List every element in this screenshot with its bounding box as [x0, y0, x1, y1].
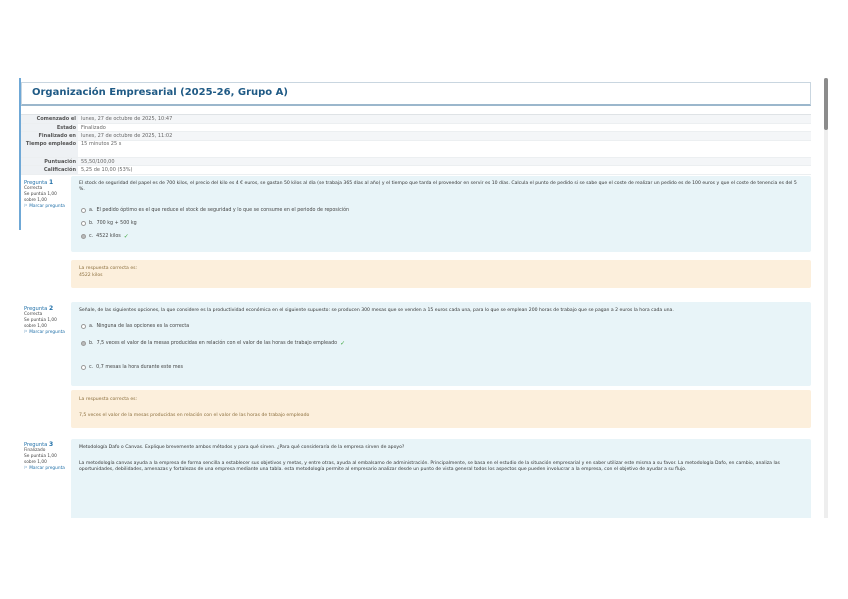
question-card-1	[71, 176, 811, 252]
summary-label: Comenzado el	[21, 115, 78, 123]
question-score: Se puntúa 1,00 sobre 1,00	[24, 454, 57, 465]
summary-label: Estado	[21, 124, 78, 132]
question-info-1	[24, 180, 70, 210]
summary-value: Finalizado	[81, 124, 106, 131]
question-status: Correcta	[24, 312, 43, 317]
answer-option-a[interactable]: a. Ninguna de las opciones es la correcta	[81, 324, 189, 329]
question-text: El stock de seguridad del papel es de 700 kilos, el precio del kilo es 4 € euros, se gastan 50 kilos al día (se trabaja 365 días al año) y el tiempo que tarda el proveedor en servir es 10 días. Calcula el punto de pedido si se sabe que el coste de realizar un pedido es de 100 euros y que el coste de tenencia es del 5 %.	[79, 181, 797, 192]
feedback-box-1	[71, 260, 811, 288]
summary-value: 5,25 de 10,00 (53%)	[81, 167, 133, 174]
attempt-summary-table	[21, 114, 811, 173]
summary-label: Calificación	[21, 166, 78, 174]
answer-option-a[interactable]: a. El pedido óptimo es el que reduce el stock de seguridad y lo que se consume en el periodo de reposición	[81, 208, 349, 213]
summary-value: 55,50/100,00	[81, 158, 115, 165]
summary-row-state	[21, 124, 811, 133]
answer-option-b[interactable]: b. 7,5 veces el valor de la mesas producidas en relación con el valor de las horas de trabajo empleado ✓	[81, 340, 345, 347]
flag-question-button[interactable]: ⚐ Marcar pregunta	[24, 204, 65, 209]
feedback-label: La respuesta correcta es:	[79, 266, 138, 271]
scrollbar-thumb[interactable]	[824, 78, 828, 130]
correct-check-icon: ✓	[340, 340, 346, 347]
radio-button[interactable]	[81, 208, 86, 213]
radio-button[interactable]	[81, 234, 86, 239]
question-score: Se puntúa 1,00 sobre 1,00	[24, 192, 57, 203]
question-info-3	[24, 442, 70, 472]
summary-value: 15 minutos 25 s	[81, 140, 122, 147]
summary-label: Puntuación	[21, 158, 78, 166]
vertical-scrollbar[interactable]	[824, 78, 828, 518]
question-text: Señale, de las siguientes opciones, la que considere es la productividad económica en el siguiente supuesto: se producen 300 mesas que se venden a 15 euros cada una, para lo que se emplean 200 horas de trabajo que se pagan a 2 euros la hora cada una.	[79, 308, 674, 313]
summary-label: Finalizado en	[21, 132, 78, 140]
question-status: Finalizado	[24, 448, 46, 453]
question-text: Metodología Dafo o Canvas. Explique brevemente ambos métodos y para qué sirven. ¿Para qué consideraría de la empresa sirven de apoyo?	[79, 445, 405, 450]
question-status: Correcta	[24, 186, 43, 191]
quiz-review-page	[18, 78, 826, 518]
radio-button[interactable]	[81, 324, 86, 329]
question-card-3	[71, 439, 811, 518]
flag-question-button[interactable]: ⚐ Marcar pregunta	[24, 466, 65, 471]
summary-row-marks	[21, 158, 811, 167]
feedback-box-2	[71, 390, 811, 428]
summary-row-finished	[21, 132, 811, 141]
radio-button[interactable]	[81, 365, 86, 370]
question-number: Pregunta 2	[24, 305, 54, 312]
course-title[interactable]: Organización Empresarial (2025-26, Grupo A)	[32, 87, 288, 98]
question-score: Se puntúa 1,00 sobre 1,00	[24, 318, 57, 329]
feedback-answer: 4522 kilos	[79, 273, 103, 278]
answer-option-c[interactable]: c. 4522 kilos ✓	[81, 233, 129, 240]
question-card-2	[71, 302, 811, 386]
radio-button[interactable]	[81, 221, 86, 226]
course-header	[21, 82, 811, 106]
summary-label: Tiempo empleado	[21, 141, 78, 157]
answer-option-c[interactable]: c. 0,7 mesas la hora durante este mes	[81, 365, 183, 370]
summary-row-time-taken	[21, 141, 811, 158]
left-accent-bar	[19, 78, 21, 230]
flag-question-button[interactable]: ⚐ Marcar pregunta	[24, 330, 65, 335]
summary-row-started	[21, 115, 811, 124]
feedback-answer: 7,5 veces el valor de la mesas producidas en relación con el valor de las horas de trabajo empleado	[79, 413, 310, 418]
question-number: Pregunta 1	[24, 179, 54, 186]
feedback-label: La respuesta correcta es:	[79, 397, 138, 402]
answer-option-b[interactable]: b. 700 kg + 500 kg	[81, 221, 137, 226]
essay-answer-text: La metodología canvas ayuda a la empresa de forma sencilla a establecer sus objetivos y metas, y entre otras, ayuda al embalsamo de administración. Principalmente, se basa en el estudio de la situación empresarial y en saber utilizar este misma a su favor. La metodología Dafo, en cambio, analiza las oportunidades, debilidades, amenazas y fortalezas de una empresa mediante una tabla. esta metodología permite al empresario analizar desde un punto de vista general todos los aspectos que pueden involucrar a la empresa, con el objetivo de ayudar a su flujo.	[79, 461, 780, 472]
correct-check-icon: ✓	[123, 233, 129, 240]
question-info-2	[24, 306, 70, 336]
radio-button[interactable]	[81, 341, 86, 346]
question-number: Pregunta 3	[24, 441, 54, 448]
summary-value: lunes, 27 de octubre de 2025, 10:47	[81, 116, 173, 122]
summary-value: lunes, 27 de octubre de 2025, 11:02	[81, 133, 173, 140]
summary-row-grade	[21, 166, 811, 175]
